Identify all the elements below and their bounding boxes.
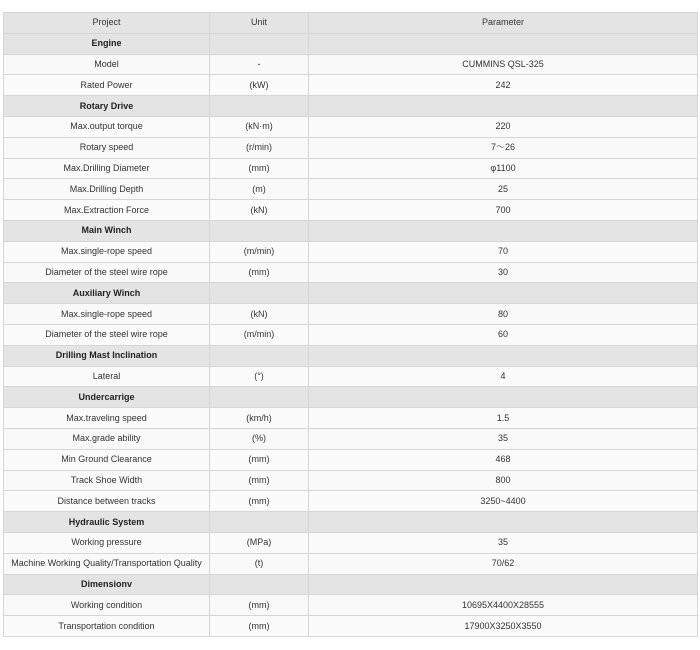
project-cell: Machine Working Quality/Transportation Quality bbox=[4, 553, 210, 574]
section-title: Rotary Drive bbox=[4, 96, 210, 117]
parameter-cell: 17900X3250X3550 bbox=[309, 616, 698, 637]
parameter-cell: 7～26 bbox=[309, 137, 698, 158]
section-empty-cell bbox=[210, 512, 309, 533]
section-empty-cell bbox=[309, 512, 698, 533]
section-row bbox=[4, 512, 698, 533]
parameter-cell: 35 bbox=[309, 428, 698, 449]
section-title: Undercarrige bbox=[4, 387, 210, 408]
section-row bbox=[4, 283, 698, 304]
table-row bbox=[4, 408, 698, 429]
section-empty-cell bbox=[210, 345, 309, 366]
table-row bbox=[4, 54, 698, 75]
section-empty-cell bbox=[210, 96, 309, 117]
section-empty-cell bbox=[309, 33, 698, 54]
parameter-cell: 3250~4400 bbox=[309, 491, 698, 512]
project-cell: Diameter of the steel wire rope bbox=[4, 324, 210, 345]
parameter-cell: 25 bbox=[309, 179, 698, 200]
project-cell: Max.Extraction Force bbox=[4, 200, 210, 221]
project-cell: Max.traveling speed bbox=[4, 408, 210, 429]
parameter-cell: 80 bbox=[309, 304, 698, 325]
table-row bbox=[4, 137, 698, 158]
parameter-cell: 10695X4400X28555 bbox=[309, 595, 698, 616]
parameter-cell: CUMMINS QSL-325 bbox=[309, 54, 698, 75]
parameter-cell: 70 bbox=[309, 241, 698, 262]
unit-cell: (MPa) bbox=[210, 532, 309, 553]
section-empty-cell bbox=[309, 96, 698, 117]
unit-cell: (kW) bbox=[210, 75, 309, 96]
table-row bbox=[4, 158, 698, 179]
unit-cell: (mm) bbox=[210, 595, 309, 616]
table-row bbox=[4, 366, 698, 387]
project-cell: Working pressure bbox=[4, 532, 210, 553]
unit-cell: (mm) bbox=[210, 262, 309, 283]
unit-cell: (t) bbox=[210, 553, 309, 574]
project-cell: Diameter of the steel wire rope bbox=[4, 262, 210, 283]
project-cell: Rated Power bbox=[4, 75, 210, 96]
section-title: Engine bbox=[4, 33, 210, 54]
section-empty-cell bbox=[309, 283, 698, 304]
unit-cell: (m/min) bbox=[210, 324, 309, 345]
section-empty-cell bbox=[309, 220, 698, 241]
project-cell: Min Ground Clearance bbox=[4, 449, 210, 470]
table-row bbox=[4, 553, 698, 574]
section-title: Hydraulic System bbox=[4, 512, 210, 533]
unit-cell: (kN·m) bbox=[210, 116, 309, 137]
parameter-cell: 220 bbox=[309, 116, 698, 137]
parameter-cell: 242 bbox=[309, 75, 698, 96]
parameter-cell: 4 bbox=[309, 366, 698, 387]
header-parameter: Parameter bbox=[309, 13, 698, 34]
unit-cell: - bbox=[210, 54, 309, 75]
section-empty-cell bbox=[309, 387, 698, 408]
section-row bbox=[4, 220, 698, 241]
project-cell: Max.Drilling Diameter bbox=[4, 158, 210, 179]
unit-cell: (°) bbox=[210, 366, 309, 387]
table-row bbox=[4, 449, 698, 470]
unit-cell: (mm) bbox=[210, 449, 309, 470]
parameter-cell: 70/62 bbox=[309, 553, 698, 574]
project-cell: Distance between tracks bbox=[4, 491, 210, 512]
table-row bbox=[4, 304, 698, 325]
parameter-cell: 60 bbox=[309, 324, 698, 345]
section-empty-cell bbox=[309, 574, 698, 595]
unit-cell: (m) bbox=[210, 179, 309, 200]
unit-cell: (mm) bbox=[210, 616, 309, 637]
section-empty-cell bbox=[210, 574, 309, 595]
table-row bbox=[4, 324, 698, 345]
parameter-cell: 468 bbox=[309, 449, 698, 470]
unit-cell: (m/min) bbox=[210, 241, 309, 262]
section-row bbox=[4, 574, 698, 595]
table-row bbox=[4, 470, 698, 491]
header-unit: Unit bbox=[210, 13, 309, 34]
unit-cell: (mm) bbox=[210, 158, 309, 179]
unit-cell: (mm) bbox=[210, 491, 309, 512]
parameter-cell: φ1100 bbox=[309, 158, 698, 179]
table-row bbox=[4, 75, 698, 96]
table-row bbox=[4, 116, 698, 137]
project-cell: Max.single-rope speed bbox=[4, 241, 210, 262]
section-empty-cell bbox=[210, 387, 309, 408]
table-row bbox=[4, 595, 698, 616]
unit-cell: (kN) bbox=[210, 304, 309, 325]
table-row bbox=[4, 532, 698, 553]
unit-cell: (mm) bbox=[210, 470, 309, 491]
parameter-cell: 700 bbox=[309, 200, 698, 221]
project-cell: Track Shoe Width bbox=[4, 470, 210, 491]
specification-table bbox=[3, 12, 698, 637]
project-cell: Rotary speed bbox=[4, 137, 210, 158]
project-cell: Working condition bbox=[4, 595, 210, 616]
table-header-row bbox=[4, 13, 698, 34]
parameter-cell: 35 bbox=[309, 532, 698, 553]
project-cell: Max.grade ability bbox=[4, 428, 210, 449]
section-title: Main Winch bbox=[4, 220, 210, 241]
project-cell: Max.single-rope speed bbox=[4, 304, 210, 325]
section-row bbox=[4, 96, 698, 117]
unit-cell: (km/h) bbox=[210, 408, 309, 429]
project-cell: Transportation condition bbox=[4, 616, 210, 637]
table-body bbox=[4, 33, 698, 636]
parameter-cell: 800 bbox=[309, 470, 698, 491]
project-cell: Lateral bbox=[4, 366, 210, 387]
section-title: Drilling Mast Inclination bbox=[4, 345, 210, 366]
parameter-cell: 1.5 bbox=[309, 408, 698, 429]
table-row bbox=[4, 200, 698, 221]
project-cell: Max.output torque bbox=[4, 116, 210, 137]
section-title: Dimensionv bbox=[4, 574, 210, 595]
table-row bbox=[4, 179, 698, 200]
section-row bbox=[4, 387, 698, 408]
table-row bbox=[4, 428, 698, 449]
section-empty-cell bbox=[210, 283, 309, 304]
header-project: Project bbox=[4, 13, 210, 34]
table-row bbox=[4, 491, 698, 512]
section-empty-cell bbox=[210, 220, 309, 241]
unit-cell: (r/min) bbox=[210, 137, 309, 158]
section-empty-cell bbox=[210, 33, 309, 54]
unit-cell: (%) bbox=[210, 428, 309, 449]
table-row bbox=[4, 241, 698, 262]
project-cell: Max.Drilling Depth bbox=[4, 179, 210, 200]
unit-cell: (kN) bbox=[210, 200, 309, 221]
section-row bbox=[4, 345, 698, 366]
table-row bbox=[4, 262, 698, 283]
project-cell: Model bbox=[4, 54, 210, 75]
section-empty-cell bbox=[309, 345, 698, 366]
section-title: Auxiliary Winch bbox=[4, 283, 210, 304]
section-row bbox=[4, 33, 698, 54]
table-row bbox=[4, 616, 698, 637]
parameter-cell: 30 bbox=[309, 262, 698, 283]
